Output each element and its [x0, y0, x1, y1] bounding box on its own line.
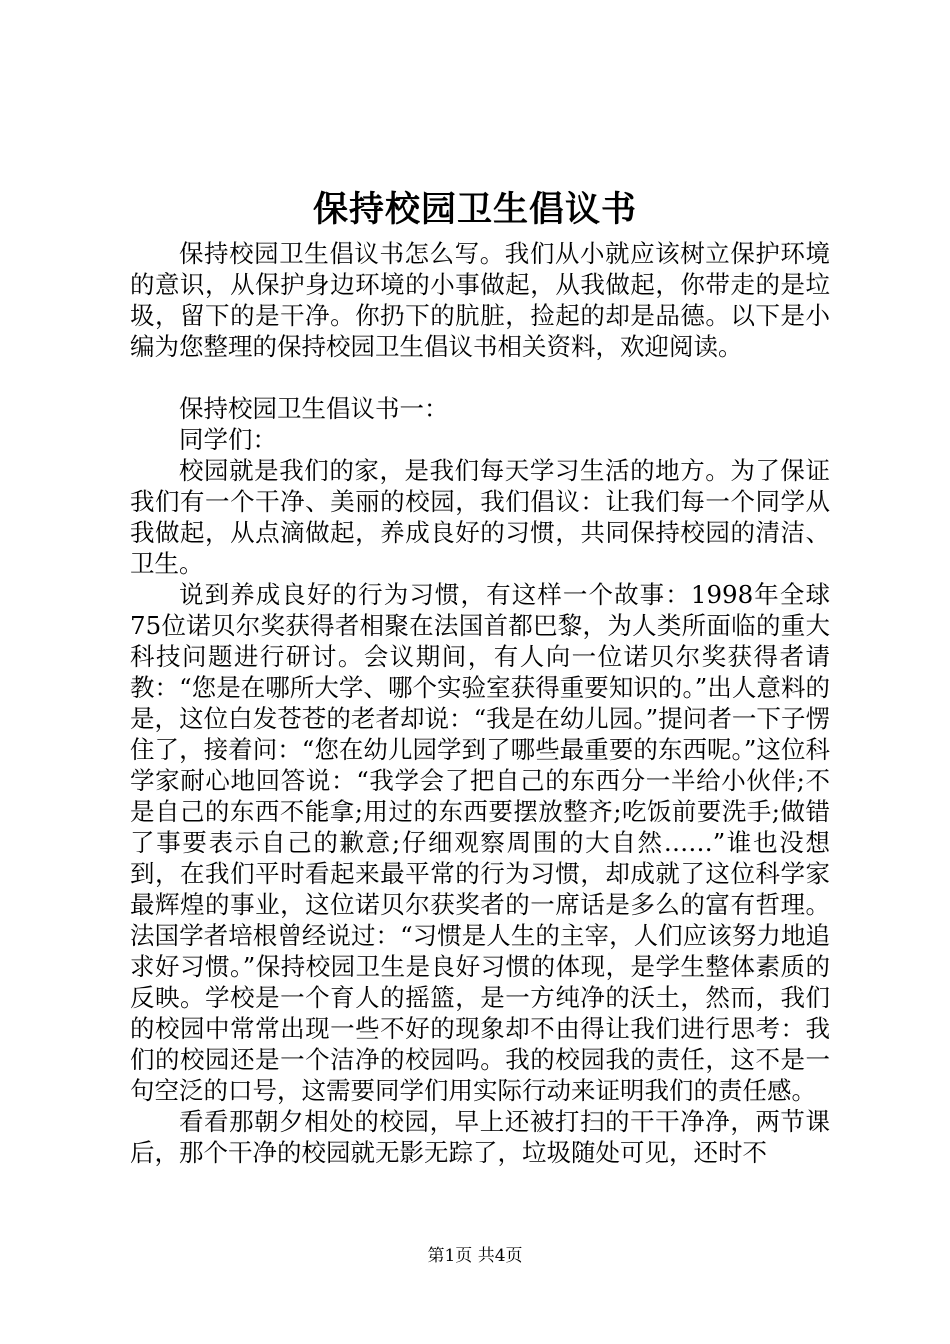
salutation: 同学们：	[179, 425, 277, 454]
body-paragraph: 说到养成良好的行为习惯，有这样一个故事：1998年全球75位诺贝尔奖获得者相聚在法国首都巴黎，为人类所面临的重大科技问题进行研讨。会议期间，有人向一位诺贝尔奖获得者请教：“您是在哪所大学、哪个实验室获得重要知识的。”出人意料的是，这位白发苍苍的老者却说：“我是在幼儿园。”提问者一下子愣住了，接着问：“您在幼儿园学到了哪些最重要的东西呢。”这位科学家耐心地回答说：“我学会了把自己的东西分一半给小伙伴;不是自己的东西不能拿;用过的东西要摆放整齐;吃饭前要洗手;做错了事要表示自己的歉意;仔细观察周围的大自然……”谁也没想到，在我们平时看起来最平常的行为习惯，却成就了这位科学家最辉煌的事业，这位诺贝尔获奖者的一席话是多么的富有哲理。法国学者培根曾经说过：“习惯是人生的主宰，人们应该努力地追求好习惯。”保持校园卫生是良好习惯的体现，是学生整体素质的反映。学校是一个育人的摇篮，是一方纯净的沃土，然而，我们的校园中常常出现一些不好的现象却不由得让我们进行思考：我们的校园还是一个洁净的校园吗。我的校园我的责任，这不是一句空泛的口号，这需要同学们用实际行动来证明我们的责任感。	[130, 580, 830, 1105]
document-body	[130, 238, 830, 1168]
page-footer: 第1页 共4页	[427, 1246, 523, 1266]
intro-paragraph: 保持校园卫生倡议书怎么写。我们从小就应该树立保护环境的意识，从保护身边环境的小事做起，从我做起，你带走的是垃圾，留下的是干净。你扔下的肮脏，捡起的却是品德。以下是小编为您整理的保持校园卫生倡议书相关资料，欢迎阅读。	[130, 239, 830, 361]
document-title: 保持校园卫生倡议书	[312, 189, 637, 230]
body-paragraph: 校园就是我们的家，是我们每天学习生活的地方。为了保证我们有一个干净、美丽的校园，我们倡议：让我们每一个同学从我做起，从点滴做起，养成良好的习惯，共同保持校园的清洁、卫生。	[130, 456, 830, 578]
section-heading: 保持校园卫生倡议书一：	[179, 394, 449, 423]
body-paragraph: 看看那朝夕相处的校园，早上还被打扫的干干净净，两节课后，那个干净的校园就无影无踪了，垃圾随处可见，还时不	[130, 1107, 830, 1167]
